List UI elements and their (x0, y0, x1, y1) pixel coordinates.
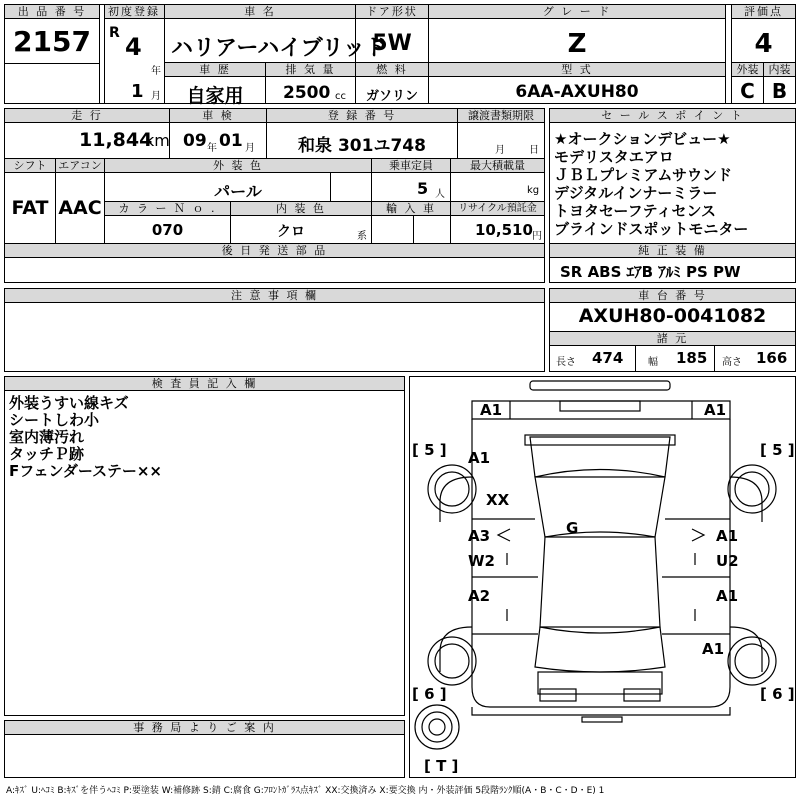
insp-year: 09 (183, 131, 207, 151)
height-value: 166 (756, 349, 788, 367)
length-label: 長さ (556, 357, 576, 368)
chassis-value: AXUH80-0041082 (578, 305, 767, 327)
mark-front-left: A1 (480, 401, 503, 419)
score-label: 評価点 (732, 5, 795, 19)
history-label: 車 歴 (165, 63, 265, 77)
tire-spare: [ T ] (424, 757, 459, 775)
lot-value: 2157 (13, 25, 91, 58)
month-value: 1 (131, 81, 144, 102)
inspector-line-1: 外装うすい線キズ (9, 395, 129, 412)
colorno-label: カ ラ ー Ｎ ｏ . (105, 202, 230, 216)
selling-point-6: ブラインドスポットモニター (554, 221, 749, 238)
load-unit: kg (527, 185, 540, 196)
mileage-unit: km (145, 131, 170, 150)
mark-door-fr2: U2 (716, 552, 739, 570)
month-unit: 月 (151, 91, 161, 102)
shift-label: シフト (5, 159, 55, 173)
selling-point-2: モデリスタエアロ (554, 149, 674, 166)
fuel-value: ガソリン (365, 89, 418, 104)
history-value: 自家用 (186, 85, 244, 107)
intcolor-unit: 系 (357, 231, 367, 242)
chassis-block (549, 288, 796, 372)
width-value: 185 (676, 349, 708, 367)
vehicle-detail-block (4, 108, 545, 283)
damage-diagram (409, 376, 796, 778)
equipment-label: 純 正 装 備 (550, 244, 795, 258)
chassis-label: 車 台 番 号 (550, 289, 795, 303)
ac-label: エアコン (56, 159, 104, 173)
mark-fender-left: A1 (468, 449, 491, 467)
reg-label: 登 録 番 号 (267, 109, 457, 123)
dims-label: 諸 元 (550, 332, 795, 346)
grade-label: グ レ ー ド (429, 5, 725, 19)
selling-point-4: デジタルインナーミラー (554, 185, 718, 202)
office-label: 事 務 局 よ り ご 案 内 (5, 721, 404, 735)
displacement-label: 排 気 量 (266, 63, 355, 77)
model-name-label: 車 名 (165, 5, 355, 19)
recycle-unit: 円 (532, 231, 542, 242)
selling-points-label: セ ー ル ス ポ イ ン ト (550, 109, 795, 123)
mark-hood: G (566, 519, 579, 537)
selling-point-3: ＪＢＬプレミアムサウンド (554, 167, 733, 184)
color-label: 外 装 色 (105, 159, 371, 173)
mark-door-rr: A1 (716, 587, 739, 605)
capacity-label: 乗車定員 (372, 159, 450, 173)
header-block (4, 4, 796, 107)
import-label: 輸 入 車 (372, 202, 450, 216)
tire-rr: [ 6 ] (760, 685, 795, 703)
height-label: 高さ (722, 357, 742, 368)
tire-rl: [ 6 ] (412, 685, 447, 703)
insp-month-unit: 月 (245, 143, 255, 154)
exterior-label: 外装 (732, 63, 763, 77)
intcolor-label: 内 装 色 (231, 202, 371, 216)
tire-fl: [ 5 ] (412, 441, 447, 459)
inspector-line-5: Fフェンダーステー×× (9, 463, 162, 480)
transfer-month-unit: 月 (495, 145, 505, 156)
score-value: 4 (754, 29, 773, 59)
inspector-line-2: シートしわ小 (9, 412, 100, 429)
legend: A:ｷｽﾞ U:ﾍｺﾐ B:ｷｽﾞを伴うﾍｺﾐ P:要塗装 W:補修跡 S:錆 C:腐食 G:ﾌﾛﾝﾄｶﾞﾗｽ点ｷｽﾞ XX:交換済み X:要交換 内・外装評価 5段階ﾗﾝｸ順(A・B・C・D・E) 1 (6, 786, 605, 796)
interior-label: 内装 (764, 63, 795, 77)
inspector-line-4: タッチＰ跡 (9, 446, 85, 463)
type-label: 型 式 (429, 63, 725, 77)
mark-door-fl: A3 (468, 527, 491, 545)
notes-block (4, 288, 545, 372)
inspection-label: 車 検 (170, 109, 266, 123)
color-value: パール (214, 182, 262, 201)
selling-point-1: ★オークションデビュー★ (554, 131, 731, 148)
fuel-label: 燃 料 (356, 63, 428, 77)
door-label: ドア形状 (356, 5, 428, 19)
recycle-label: リサイクル預託金 (451, 202, 544, 216)
grade-value: Z (567, 29, 587, 59)
capacity-unit: 人 (435, 189, 445, 200)
door-value: 5W (372, 31, 412, 56)
office-block (4, 720, 405, 778)
inspector-line-3: 室内薄汚れ (9, 429, 85, 446)
interior-value: B (771, 79, 788, 103)
displacement-unit: cc (335, 91, 346, 102)
mileage-label: 走 行 (5, 109, 169, 123)
mark-fender-xx: XX (486, 491, 510, 509)
first-reg-label: 初度登録 (104, 5, 164, 19)
notes-label: 注 意 事 項 欄 (5, 289, 544, 303)
insp-year-unit: 年 (207, 143, 217, 154)
mark-door-fl2: W2 (468, 552, 495, 570)
year-value: 4 (125, 33, 142, 61)
transfer-label: 譲渡書類期限 (458, 109, 544, 123)
ac-value: AAC (58, 197, 102, 219)
intcolor-value: クロ (277, 224, 305, 240)
displacement-value: 2500 (283, 83, 331, 103)
mark-door-fr: A1 (716, 527, 739, 545)
selling-point-5: トヨタセーフティセンス (554, 203, 717, 220)
model-name: ハリアーハイブリッド (171, 36, 387, 61)
insp-month: 01 (219, 131, 243, 151)
shift-value: FAT (11, 197, 49, 219)
length-value: 474 (592, 349, 624, 367)
reg-value: 和泉 301ユ748 (298, 136, 426, 156)
exterior-value: C (740, 79, 755, 103)
tire-fr: [ 5 ] (760, 441, 795, 459)
mark-front-right: A1 (704, 401, 727, 419)
later-parts-label: 後 日 発 送 部 品 (5, 244, 544, 258)
year-unit: 年 (151, 66, 161, 77)
recycle-value: 10,510 (475, 221, 533, 239)
inspector-block (4, 376, 405, 716)
capacity-value: 5 (417, 179, 429, 198)
car-outline (410, 377, 795, 777)
colorno-value: 070 (151, 221, 184, 239)
era: R (109, 25, 120, 41)
load-label: 最大積載量 (451, 159, 544, 173)
type-value: 6AA-AXUH80 (515, 82, 639, 102)
width-label: 幅 (648, 357, 658, 368)
selling-points-block (549, 108, 796, 283)
mark-door-rl: A2 (468, 587, 491, 605)
lot-label: 出 品 番 号 (5, 5, 99, 19)
equipment-value: SR ABS ｴｱB ｱﾙﾐ PS PW (560, 263, 741, 281)
mileage-value: 11,844 (79, 129, 153, 151)
inspector-label: 検 査 員 記 入 欄 (5, 377, 404, 391)
mark-rear-right: A1 (702, 640, 725, 658)
transfer-day-unit: 日 (529, 145, 539, 156)
